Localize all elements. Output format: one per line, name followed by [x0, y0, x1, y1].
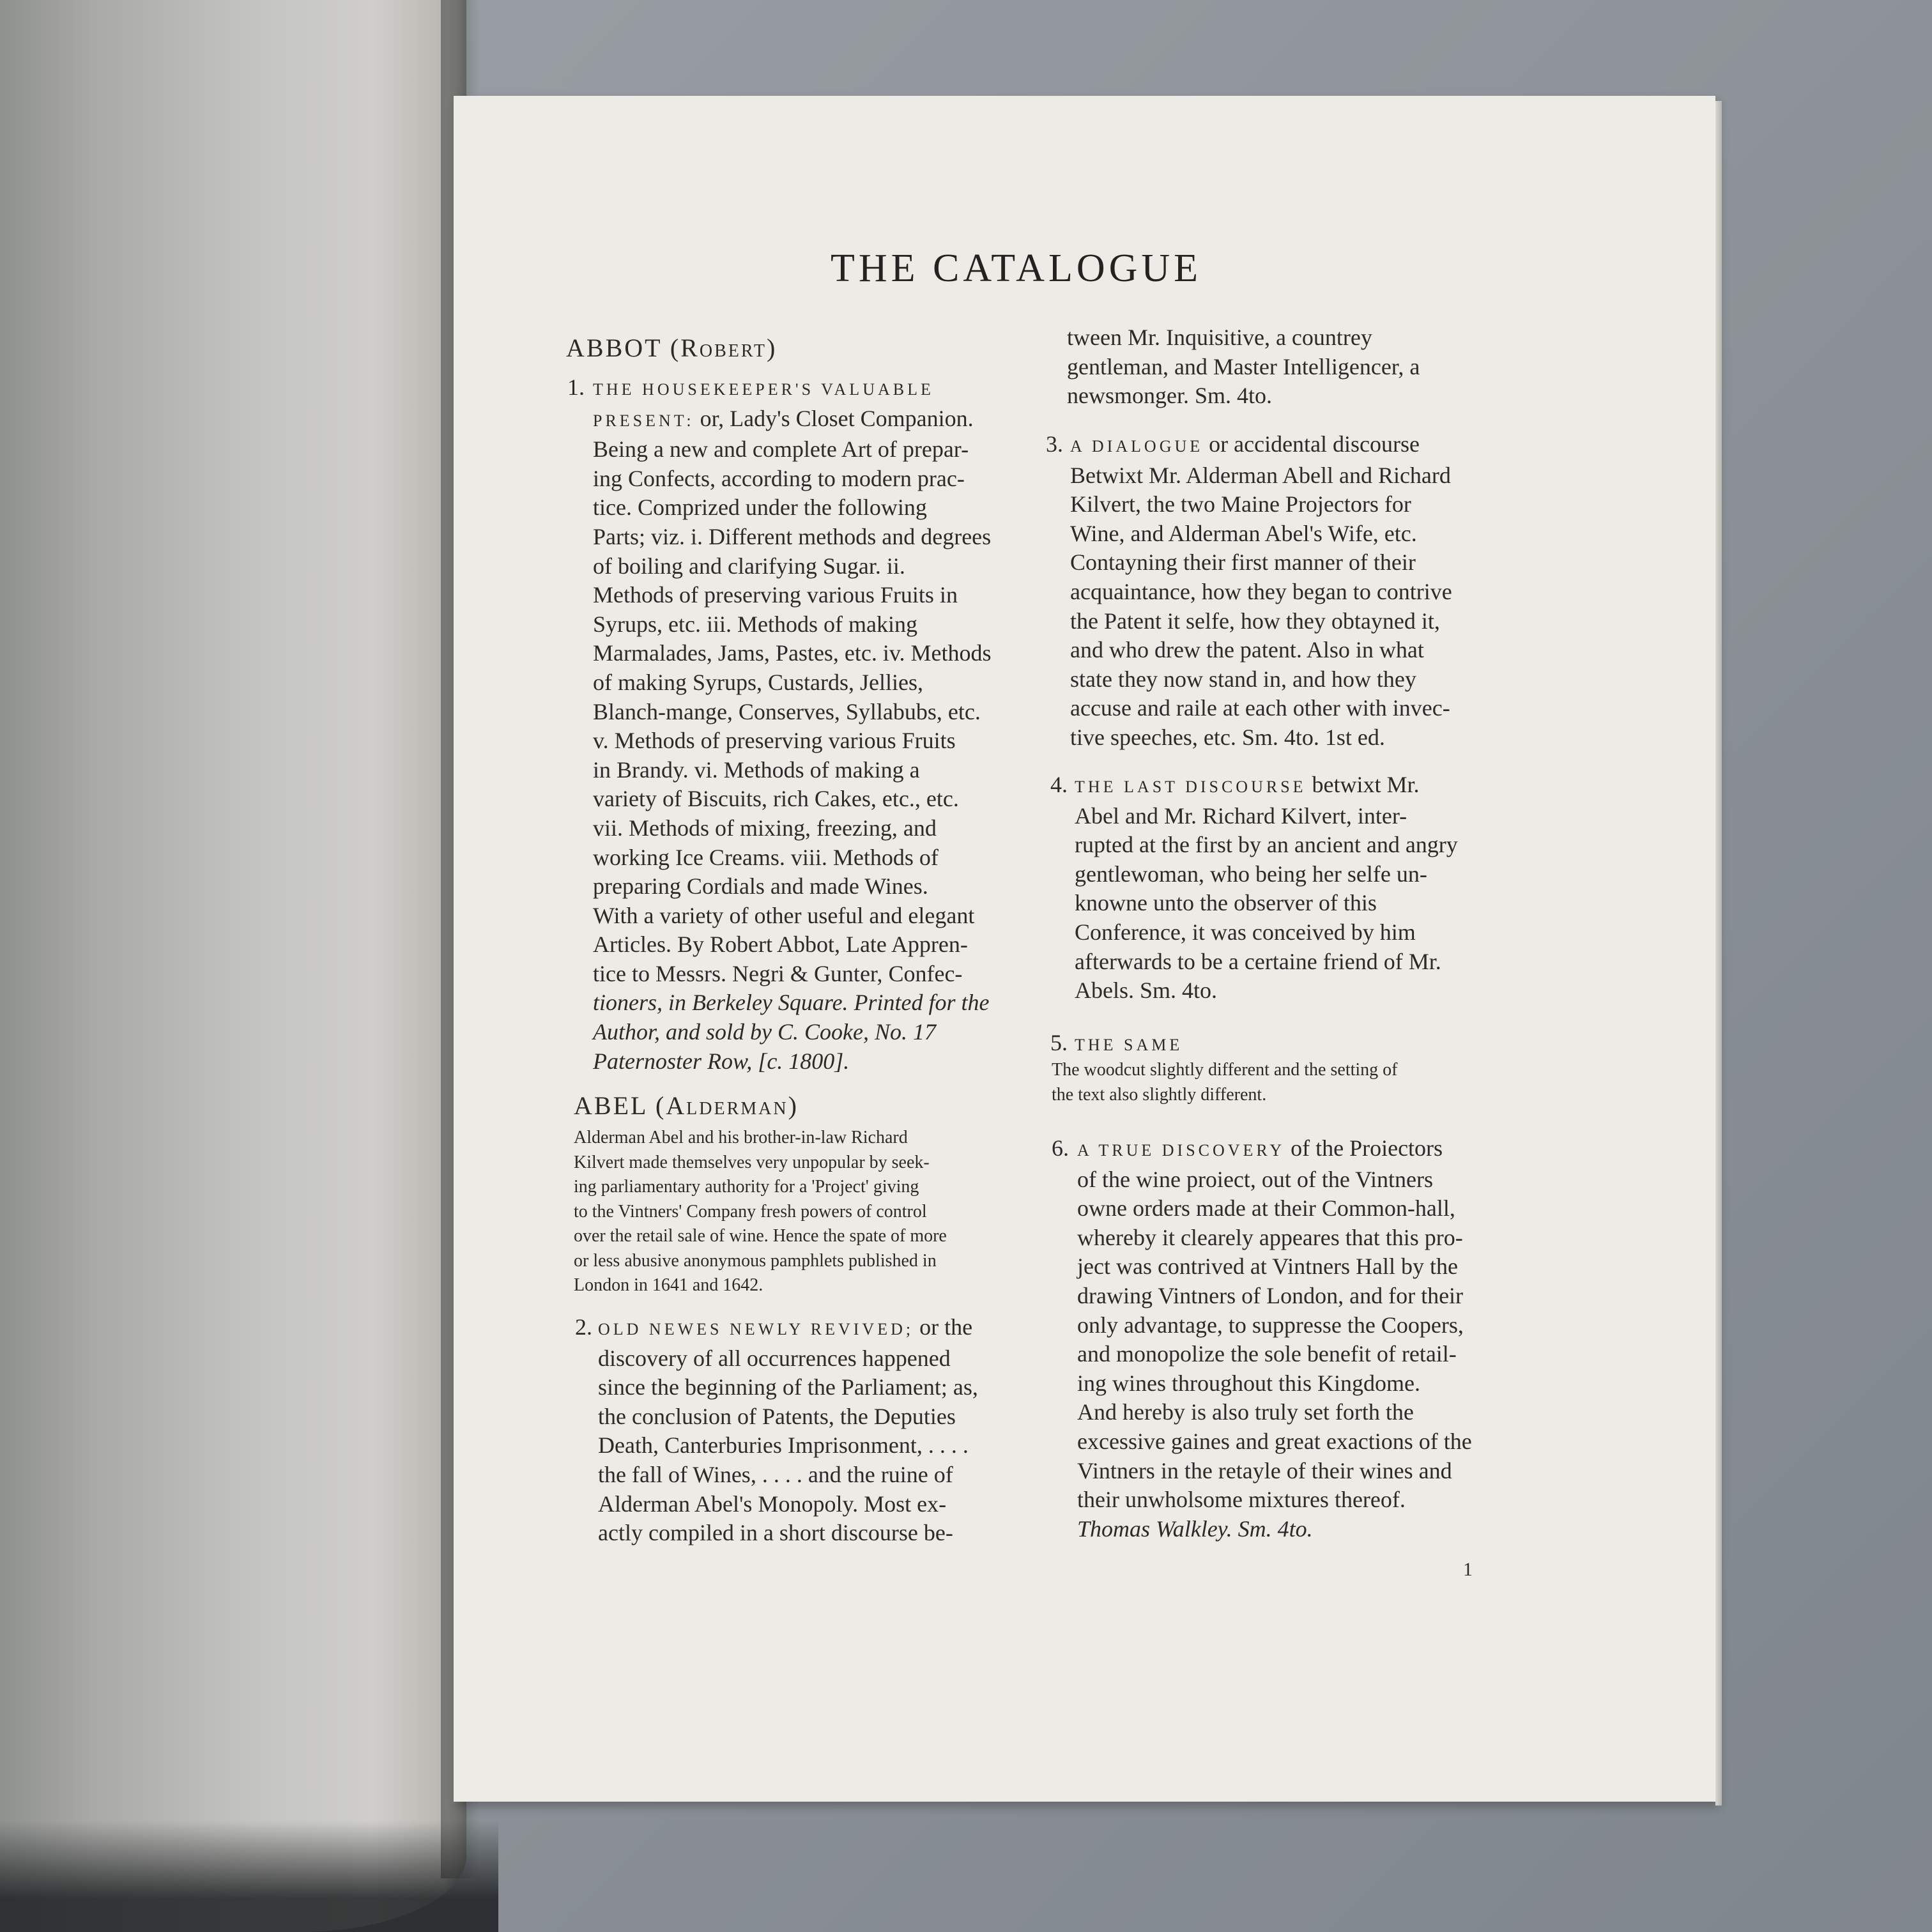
- entry-line: With a variety of other useful and elegant: [593, 902, 975, 928]
- entry-line: Parts; viz. i. Different methods and degrees: [593, 523, 992, 549]
- entry-line: tice to Messrs. Negri & Gunter, Confec-: [593, 960, 963, 986]
- entry-line: ing wines throughout this Kingdome.: [1077, 1370, 1420, 1396]
- entry-6: [1052, 1134, 1499, 1544]
- heading-given-name: (Robert): [670, 334, 778, 362]
- entry-line: actly compiled in a short discourse be-: [598, 1520, 953, 1546]
- entry-4: [1050, 770, 1496, 1006]
- entry-title: OLD NEWES NEWLY REVIVED;: [598, 1320, 914, 1338]
- entry-line: v. Methods of preserving various Fruits: [593, 728, 956, 754]
- entry-line: drawing Vintners of London, and for their: [1077, 1282, 1464, 1308]
- note-line: to the Vintners' Company fresh powers of control: [574, 1201, 927, 1222]
- entry-5: [1050, 1029, 1522, 1060]
- entry-line: since the beginning of the Parliament; as,: [598, 1374, 978, 1400]
- entry-line: Betwixt Mr. Alderman Abell and Richard: [1070, 462, 1451, 488]
- entry-line: tween Mr. Inquisitive, a countrey: [1067, 325, 1372, 350]
- entry-line: variety of Biscuits, rich Cakes, etc., etc.: [593, 786, 959, 812]
- left-page-shadow: [0, 1821, 498, 1932]
- entry-title: THE HOUSEKEEPER'S VALUABLE: [593, 380, 934, 399]
- entry-line: owne orders made at their Common-hall,: [1077, 1195, 1455, 1222]
- entry-line: Methods of preserving various Fruits in: [593, 582, 958, 608]
- entry-title: THE LAST DISCOURSE: [1075, 778, 1307, 796]
- entry-line: knowne unto the observer of this: [1075, 890, 1377, 916]
- entry-heading-abbot: [566, 334, 777, 363]
- entry-line: of the Proiectors: [1285, 1135, 1443, 1161]
- entry-line: And hereby is also truly set forth the: [1077, 1399, 1414, 1425]
- entry-line: the conclusion of Patents, the Deputies: [598, 1403, 956, 1429]
- entry-line: Vintners in the retayle of their wines and: [1077, 1457, 1452, 1483]
- entry-line: the fall of Wines, . . . . and the ruine of: [598, 1461, 953, 1487]
- entry-line: of the wine proiect, out of the Vintners: [1077, 1166, 1434, 1192]
- entry-line: newsmonger. Sm. 4to.: [1067, 383, 1272, 409]
- entry-2-continued: [1067, 323, 1489, 411]
- entry-line: accuse and raile at each other with invec-: [1070, 695, 1450, 721]
- entry-line: Thomas Walkley. Sm. 4to.: [1077, 1515, 1313, 1542]
- page-number: 1: [1463, 1559, 1473, 1580]
- entry-line: whereby it clearely appeares that this pro-: [1077, 1224, 1463, 1250]
- entry-number: 4.: [1050, 772, 1068, 797]
- entry-line: only advantage, to suppresse the Coopers,: [1077, 1312, 1464, 1338]
- entry-title: A DIALOGUE: [1070, 437, 1204, 456]
- entry-line: Articles. By Robert Abbot, Late Appren-: [593, 931, 968, 958]
- note-line: over the retail sale of wine. Hence the spate of more: [574, 1226, 947, 1246]
- entry-line: Being a new and complete Art of prepar-: [593, 436, 969, 463]
- entry-2: [575, 1313, 1020, 1548]
- left-page: [0, 0, 466, 1932]
- entry-line: gentlewoman, who being her selfe un-: [1075, 861, 1427, 887]
- entry-line: Abels. Sm. 4to.: [1075, 977, 1218, 1004]
- note-line: the text also slightly different.: [1052, 1084, 1267, 1105]
- entry-line: in Brandy. vi. Methods of making a: [593, 756, 920, 783]
- note-line: The woodcut slightly different and the setting of: [1052, 1060, 1398, 1080]
- entry-3: [1046, 430, 1492, 753]
- entry-number: 1.: [567, 374, 585, 400]
- entry-line: rupted at the first by an ancient and angry: [1075, 832, 1458, 858]
- page-edge: [1715, 101, 1722, 1805]
- note-line: Kilvert made themselves very unpopular by seek-: [574, 1152, 930, 1172]
- note-line: ing parliamentary authority for a 'Project' giving: [574, 1177, 919, 1197]
- abel-note: [574, 1126, 1021, 1298]
- note-line: or less abusive anonymous pamphlets published in: [574, 1250, 937, 1271]
- entry-line: tice. Comprized under the following: [593, 494, 927, 521]
- entry-line: their unwholsome mixtures thereof.: [1077, 1487, 1406, 1513]
- note-line: London in 1641 and 1642.: [574, 1275, 763, 1295]
- heading-surname: ABEL: [574, 1091, 647, 1120]
- entry-line: of making Syrups, Custards, Jellies,: [593, 669, 923, 695]
- heading-surname: ABBOT: [566, 334, 662, 362]
- entry-line: ject was contrived at Vintners Hall by the: [1077, 1254, 1459, 1280]
- entry-line: betwixt Mr.: [1306, 772, 1420, 797]
- entry-line: tioners, in Berkeley Square. Printed for the: [593, 990, 990, 1016]
- entry-line: preparing Cordials and made Wines.: [593, 873, 928, 900]
- entry-line: afterwards to be a certaine friend of Mr.: [1075, 948, 1441, 974]
- entry-number: 6.: [1052, 1135, 1069, 1161]
- entry-line: working Ice Creams. viii. Methods of: [593, 844, 939, 870]
- entry-line: of boiling and clarifying Sugar. ii.: [593, 553, 905, 579]
- entry-number: 5.: [1050, 1030, 1068, 1055]
- entry-line: acquaintance, how they began to contrive: [1070, 578, 1452, 604]
- entry-number: 2.: [575, 1314, 592, 1340]
- entry-line: vii. Methods of mixing, freezing, and: [593, 815, 937, 841]
- entry-line: Kilvert, the two Maine Projectors for: [1070, 491, 1411, 518]
- entry-line: or the: [914, 1314, 973, 1340]
- note-line: Alderman Abel and his brother-in-law Richard: [574, 1128, 908, 1147]
- entry-number: 3.: [1046, 431, 1063, 457]
- entry-line: Paternoster Row, [c. 1800].: [593, 1048, 850, 1074]
- entry-line: gentleman, and Master Intelligencer, a: [1067, 353, 1420, 379]
- entry-line: Wine, and Alderman Abel's Wife, etc.: [1070, 520, 1417, 546]
- entry-title: A TRUE DISCOVERY: [1077, 1141, 1285, 1160]
- entry-line: ing Confects, according to modern prac-: [593, 465, 965, 491]
- entry-line: or accidental discourse: [1203, 431, 1420, 457]
- entry-line: Alderman Abel's Monopoly. Most ex-: [598, 1491, 947, 1517]
- entry-line: excessive gaines and great exactions of the: [1077, 1428, 1472, 1454]
- entry-line: and who drew the patent. Also in what: [1070, 637, 1424, 663]
- page-title: THE CATALOGUE: [831, 247, 1202, 290]
- entry-line: or, Lady's Closet Companion.: [694, 405, 974, 431]
- entry-line: state they now stand in, and how they: [1070, 666, 1416, 692]
- entry-heading-abel: [574, 1091, 799, 1121]
- entry-line: Author, and sold by C. Cooke, No. 17: [593, 1019, 936, 1045]
- entry-line: the Patent it selfe, how they obtayned it,: [1070, 608, 1440, 634]
- entry-line: Conference, it was conceived by him: [1075, 919, 1416, 945]
- heading-given-name: (Alderman): [655, 1091, 799, 1120]
- entry-title: THE SAME: [1075, 1036, 1183, 1054]
- entry-line: Death, Canterburies Imprisonment, . . . .: [598, 1432, 969, 1459]
- entry-line: Abel and Mr. Richard Kilvert, inter-: [1075, 802, 1407, 829]
- entry-line: Syrups, etc. iii. Methods of making: [593, 611, 917, 637]
- entry-line: tive speeches, etc. Sm. 4to. 1st ed.: [1070, 724, 1385, 750]
- entry-line: Marmalades, Jams, Pastes, etc. iv. Methods: [593, 640, 992, 666]
- entry-5-note: [1052, 1058, 1512, 1107]
- entry-line: Contayning their first manner of their: [1070, 549, 1416, 576]
- entry-title-cont: PRESENT:: [593, 411, 694, 430]
- entry-line: discovery of all occurrences happened: [598, 1345, 951, 1371]
- entry-1: [567, 373, 1008, 1076]
- entry-line: and monopolize the sole benefit of retail-: [1077, 1341, 1457, 1367]
- entry-line: Blanch-mange, Conserves, Syllabubs, etc.: [593, 698, 981, 724]
